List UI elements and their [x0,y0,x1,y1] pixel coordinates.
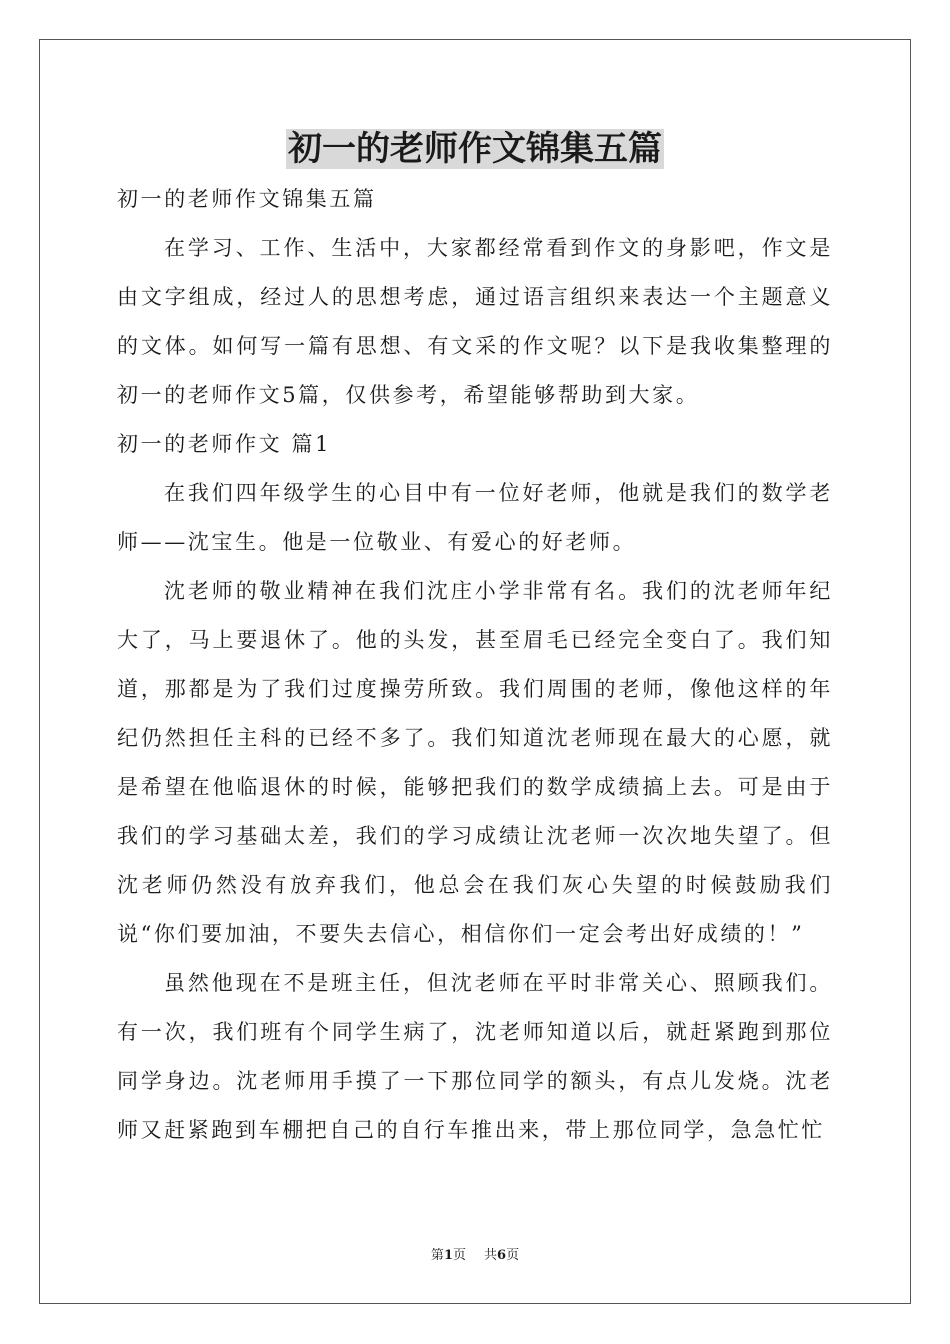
document-title-text: 初一的老师作文锦集五篇 [288,129,662,169]
page-footer [0,1246,950,1266]
page-current: 1 [443,1248,453,1263]
page-total: 6 [497,1248,507,1263]
body-paragraph: 在我们四年级学生的心目中有一位好老师，他就是我们的数学老师——沈宝生。他是一位敬业、有爱心的好老师。 [117,481,833,554]
doc-subtitle: 初一的老师作文锦集五篇 [117,187,377,211]
page-suffix: 页 [452,1248,466,1263]
page-prefix: 第 [430,1248,444,1263]
section-heading-1: 初一的老师作文 篇1 [117,432,332,456]
body-paragraph: 沈老师的敬业精神在我们沈庄小学非常有名。我们的沈老师年纪大了，马上要退休了。他的头发，甚至眉毛已经完全变白了。我们知道，那都是为了我们过度操劳所致。我们周围的老师，像他这样的年纪仍然担任主科的已经不多了。我们知道沈老师现在最大的心愿，就是希望在他临退休的时候，能够把我们的数学成绩搞上去。可是由于我们的学习基础太差，我们的学习成绩让沈老师一次次地失望了。但沈老师仍然没有放弃我们，他总会在我们灰心失望的时候鼓励我们说“你们要加油，不要失去信心，相信你们一定会考出好成绩的！” [117,579,833,946]
body-paragraph: 虽然他现在不是班主任，但沈老师在平时非常关心、照顾我们。有一次，我们班有个同学生病了，沈老师知道以后，就赶紧跑到那位同学身边。沈老师用手摸了一下那位同学的额头，有点儿发烧。沈老师又赶紧跑到车棚把自己的自行车推出来，带上那位同学，急急忙忙 [117,971,833,1142]
total-prefix: 共 [484,1248,498,1263]
intro-paragraph: 在学习、工作、生活中，大家都经常看到作文的身影吧，作文是由文字组成，经过人的思想考虑，通过语言组织来表达一个主题意义的文体。如何写一篇有思想、有文采的作文呢？以下是我收集整理的初一的老师作文5篇，仅供参考，希望能够帮助到大家。 [117,236,833,407]
document-body [117,175,833,1155]
total-suffix: 页 [506,1248,520,1263]
document-title [0,126,950,172]
